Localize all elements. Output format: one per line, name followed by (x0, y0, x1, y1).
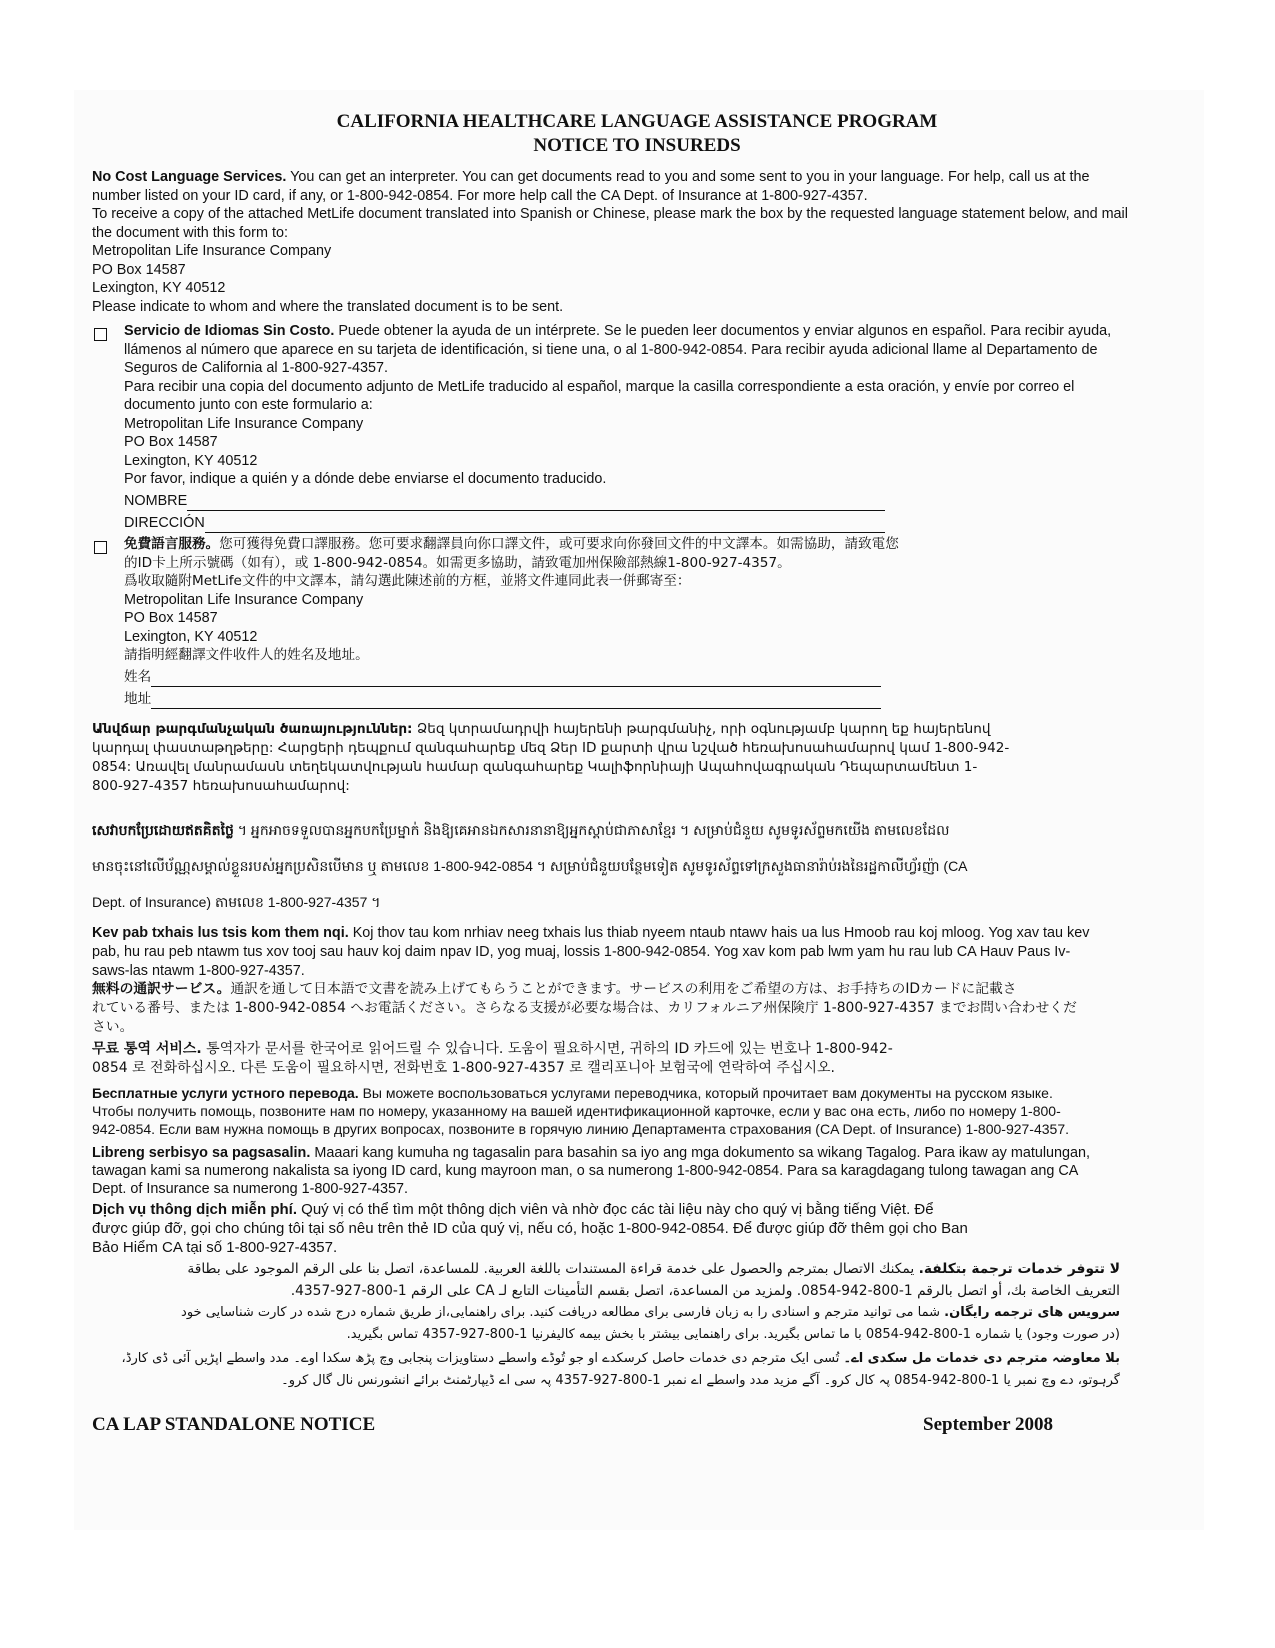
khmer-notice (92, 812, 1182, 920)
english-text: number listed on your ID card, if any, or 1-800-942-0854. For more help call the CA Dept. of Insurance at 1-800-927-4357. (92, 187, 868, 204)
khmer-text: ។ អ្នកអាចទទួលបានអ្នកបកប្រែម្នាក់ និងឱ្យគេអានឯកសារនានាឱ្យអ្នកស្តាប់ជាភាសាខ្មែរ ។ សម្រាប់ជំនួយ សូមទូរស័ព្ទមកយើង តាមលេខដែល (233, 822, 950, 838)
arabic-notice (120, 1258, 1120, 1302)
english-heading: No Cost Language Services. (92, 169, 287, 185)
arabic-heading: لا تتوفر خدمات ترجمة بتكلفة. (918, 1261, 1120, 1277)
vietnamese-text: Bảo Hiểm CA tại số 1-800-927-4357. (92, 1239, 338, 1256)
spanish-text: Seguros de California al 1-800-927-4357. (124, 360, 388, 376)
korean-heading: 무료 통역 서비스. (92, 1041, 202, 1057)
tagalog-text: tawagan kami sa numerong nakalista sa iyong ID card, kung mayroon man, o sa numerong 1-800-942-0854. Para sa karagdagang tulong tawagan ang CA (92, 1163, 1079, 1179)
spanish-address: PO Box 14587 (124, 434, 218, 450)
chinese-address-label: 地址 (124, 691, 152, 707)
farsi-notice (120, 1302, 1120, 1346)
armenian-text: Ձեզ կտրամադրվի հայերենի թարգմանիչ, որի օգնությամբ կարող եք հայերենով (412, 721, 991, 737)
punjabi-text: تُسی ایک مترجم دی خدمات حاصل کرسکدے او جو تُوڈے واسطے دستاویزات پنجابی وچ پڑھ سکدا اوے۔ مدد واسطے اپڑیں آئی ڈی کارڈ، (121, 1351, 844, 1366)
footer-notice-label: CA LAP STANDALONE NOTICE (92, 1414, 376, 1435)
title-line-1: CALIFORNIA HEALTHCARE LANGUAGE ASSISTANCE PROGRAM (336, 111, 938, 132)
chinese-checkbox[interactable] (94, 541, 107, 554)
english-address: Lexington, KY 40512 (92, 280, 226, 296)
armenian-text: կարդալ փաստաթղթերը: Հարցերի դեպքում զանգահարեք մեզ Ձեր ID քարտի վրա նշված հեռախոսահամարով կամ 1-800-942- (92, 740, 1010, 756)
english-text: Please indicate to whom and where the translated document is to be sent. (92, 298, 564, 315)
english-text: You can get an interpreter. You can get documents read to you and some sent to you in your language. For help, call us at the (286, 169, 1090, 185)
chinese-address: PO Box 14587 (124, 610, 218, 626)
japanese-notice (92, 980, 1182, 1037)
farsi-heading: سرویس های ترجمه رایگان. (944, 1305, 1120, 1320)
hmong-text: pab, hu rau peb ntawm tus xov tooj sau hauv koj daim npav ID, yog muaj, lossis 1-800-942-0854. Yog xav kom pab lwm yam hu rau lub CA Hauv Paus Iv- (92, 944, 1071, 960)
footer-date: September 2008 (923, 1414, 1053, 1435)
spanish-text: Puede obtener la ayuda de un intérprete. Se le pueden leer documentos y enviar algunos en español. Para recibir ayuda, (334, 323, 1112, 339)
document-title (92, 110, 1182, 158)
spanish-checkbox[interactable] (94, 328, 107, 341)
khmer-text: មានចុះនៅលើប័ណ្ណសម្គាល់ខ្លួនរបស់អ្នកប្រសិនបើមាន ឬ តាមលេខ 1-800-942-0854 ។ សម្រាប់ជំនួយបន្ថែមទៀត សូមទូរស័ព្ទទៅក្រសួងធានារ៉ាប់រងនៃរដ្ឋកាលីហ្វ័រញ៉ា (CA (92, 858, 968, 874)
spanish-text: Para recibir una copia del documento adjunto de MetLife traducido al español, marque la casilla correspondiente a esta oración, y envíe por correo el (124, 378, 1075, 395)
chinese-text: 的ID卡上所示號碼（如有），或 1-800-942-0854。如需更多協助，請致電加州保險部熱線1-800-927-4357。 (124, 554, 791, 571)
hmong-text: saws-las ntawm 1-800-927-4357. (92, 963, 305, 979)
hmong-text: Koj thov tau kom nrhiav neeg txhais lus thiab nyeem ntaub ntawv hais ua lus Hmoob rau koj mloog. Yog xav tau kev (348, 925, 1090, 941)
spanish-name-field[interactable] (187, 496, 885, 511)
english-address: PO Box 14587 (92, 261, 186, 278)
khmer-text: Dept. of Insurance) តាមលេខ 1-800-927-4357 ។ (92, 894, 381, 910)
spanish-notice (124, 322, 1182, 533)
english-text: the document with this form to: (92, 224, 288, 241)
english-address: Metropolitan Life Insurance Company (92, 243, 332, 259)
chinese-address-field[interactable] (151, 694, 881, 709)
spanish-address-label: DIRECCIÓN (124, 515, 205, 531)
spanish-address-field[interactable] (205, 518, 885, 533)
japanese-text: れている番号、または 1-800-942-0854 へお電話ください。さらなる支援が必要な場合は、カリフォルニア州保険庁 1-800-927-4357 までお問い合わせくだ (92, 1000, 1077, 1016)
japanese-text: さい。 (92, 1019, 134, 1035)
russian-text: Вы можете воспользоваться услугами переводчика, который прочитает вам документы на русском языке. (358, 1085, 1053, 1101)
japanese-heading: 無料の通訳サービス。 (92, 981, 231, 997)
english-text: To receive a copy of the attached MetLife document translated into Spanish or Chinese, please mark the box by the requested language statement below, and mail (92, 206, 1128, 222)
chinese-heading: 免費語言服務。 (124, 536, 220, 552)
spanish-heading: Servicio de Idiomas Sin Costo. (124, 323, 335, 339)
spanish-text: documento junto con este formulario a: (124, 397, 373, 413)
russian-text: Чтобы получить помощь, позвоните нам по номеру, указанному на вашей идентификационной карточке, если у вас она есть, либо по номеру 1-800- (92, 1103, 1061, 1119)
armenian-heading: Անվճար թարգմանչական ծառայություններ: (92, 721, 413, 737)
armenian-notice (92, 720, 1182, 796)
tagalog-heading: Libreng serbisyo sa pagsasalin. (92, 1145, 311, 1161)
chinese-name-label: 姓名 (124, 669, 152, 685)
farsi-text: شما می توانید مترجم و اسنادی را به زبان فارسی برای مطالعه دریافت کنید. برای راهنمایی،از طریق شماره درج شده در کارت شناسایی خود (181, 1305, 945, 1320)
korean-text: 통역자가 문서를 한국어로 읽어드릴 수 있습니다. 도움이 필요하시면, 귀하의 ID 카드에 있는 번호나 1-800-942- (201, 1041, 893, 1057)
chinese-notice (124, 535, 1182, 709)
tagalog-notice (92, 1144, 1182, 1198)
vietnamese-text: được giúp đỡ, gọi cho chúng tôi tại số nêu trên thẻ ID của quý vị, nếu có, hoặc 1-800-942-0854. Để được giúp đỡ thêm gọi cho Ban (92, 1220, 968, 1237)
korean-text: 0854 로 전화하십시오. 다른 도움이 필요하시면, 전화번호 1-800-927-4357 로 캘리포니아 보험국에 연락하여 주십시오. (92, 1060, 835, 1076)
hmong-heading: Kev pab txhais lus tsis kom them nqi. (92, 925, 349, 941)
farsi-text: (در صورت وجود) یا شماره 1-800-942-0854 با ما تماس بگیرید. برای راهنمایی بیشتر با بخش بیمه کالیفرنیا 1-800-927-4357 تماس بگیرید. (346, 1327, 1120, 1342)
spanish-text: Por favor, indique a quién y a dónde debe enviarse el documento traducido. (124, 471, 607, 487)
armenian-text: 800-927-4357 հեռախոսահամարով: (92, 778, 350, 794)
spanish-text: llámenos al número que aparece en su tarjeta de identificación, si tiene una, o al 1-800-942-0854. Para recibir ayuda adicional llame al Departamento de (124, 341, 1098, 358)
tagalog-text: Maaari kang kumuha ng tagasalin para basahin sa iyo ang mga dokumento sa wikang Tagalog. Para ikaw ay matulungan, (310, 1145, 1091, 1161)
chinese-address: Metropolitan Life Insurance Company (124, 591, 364, 608)
japanese-text: 通訳を通して日本語で文書を読み上げてもらうことができます。サービスの利用をご希望の方は、お手持ちのIDカードに記載さ (230, 981, 1017, 997)
chinese-text: 您可獲得免費口譯服務。您可要求翻譯員向你口譯文件，或可要求向你發回文件的中文譯本。如需協助，請致電您 (219, 536, 899, 552)
arabic-text: يمكنك الاتصال بمترجم والحصول على خدمة قراءة المستندات باللغة العربية. للمساعدة، اتصل بنا على الرقم الموجود على بطاقة (187, 1261, 919, 1277)
vietnamese-text: Quý vị có thể tìm một thông dịch viên và nhờ đọc các tài liệu này cho quý vị bằng tiếng Việt. Để (297, 1201, 934, 1218)
spanish-address: Lexington, KY 40512 (124, 452, 258, 469)
vietnamese-notice (92, 1200, 1182, 1257)
russian-text: 942-0854. Если вам нужна помощь в других вопросах, позвоните в горячую линию Департамента страхования (CA Dept. of Insurance) 1-800-927-4357. (92, 1121, 1069, 1137)
chinese-text: 爲收取隨附MetLife文件的中文譯本，請勾選此陳述前的方框，並將文件連同此表一併郵寄至： (124, 573, 691, 589)
spanish-address: Metropolitan Life Insurance Company (124, 415, 364, 432)
hmong-notice (92, 924, 1182, 981)
punjabi-notice (120, 1348, 1120, 1392)
punjabi-heading: بلا معاوضہ مترجم دی خدمات مل سکدی اے۔ (843, 1351, 1120, 1366)
korean-notice (92, 1040, 1182, 1078)
russian-heading: Бесплатные услуги устного перевода. (92, 1085, 359, 1101)
tagalog-text: Dept. of Insurance sa numerong 1-800-927-4357. (92, 1181, 408, 1197)
spanish-name-label: NOMBRE (124, 493, 188, 509)
chinese-name-field[interactable] (151, 672, 881, 687)
khmer-heading: សេវាបកប្រែដោយឥតគិតថ្លៃ (92, 822, 234, 838)
armenian-text: 0854: Առավել մանրամասն տեղեկատվության համար զանգահարեք Կալիֆորնիայի Ապահովագրական Դեպարտամենտ 1- (92, 759, 978, 775)
arabic-text: التعريف الخاصة بك، أو اتصل بالرقم 1-800-942-0854. ولمزيد من المساعدة، اتصل بقسم التأمينات التابع لـ CA على الرقم 1-800-927-4357. (290, 1283, 1120, 1299)
chinese-address: Lexington, KY 40512 (124, 628, 258, 645)
punjabi-text: گرہوتو، دے وچ نمبر یا 1-800-942-0854 پہ کال کرو۔ آگے مزید مدد واسطے اے نمبر 1-800-927-4357 پہ سی اے ڈیپارٹمنٹ برائے انشورنس نال گال کرو۔ (281, 1373, 1120, 1388)
chinese-text: 請指明經翻譯文件收件人的姓名及地址。 (124, 647, 369, 663)
title-line-2: NOTICE TO INSUREDS (533, 135, 741, 156)
vietnamese-heading: Dịch vụ thông dịch miễn phí. (92, 1201, 297, 1218)
english-notice (92, 168, 1182, 316)
russian-notice (92, 1084, 1182, 1138)
